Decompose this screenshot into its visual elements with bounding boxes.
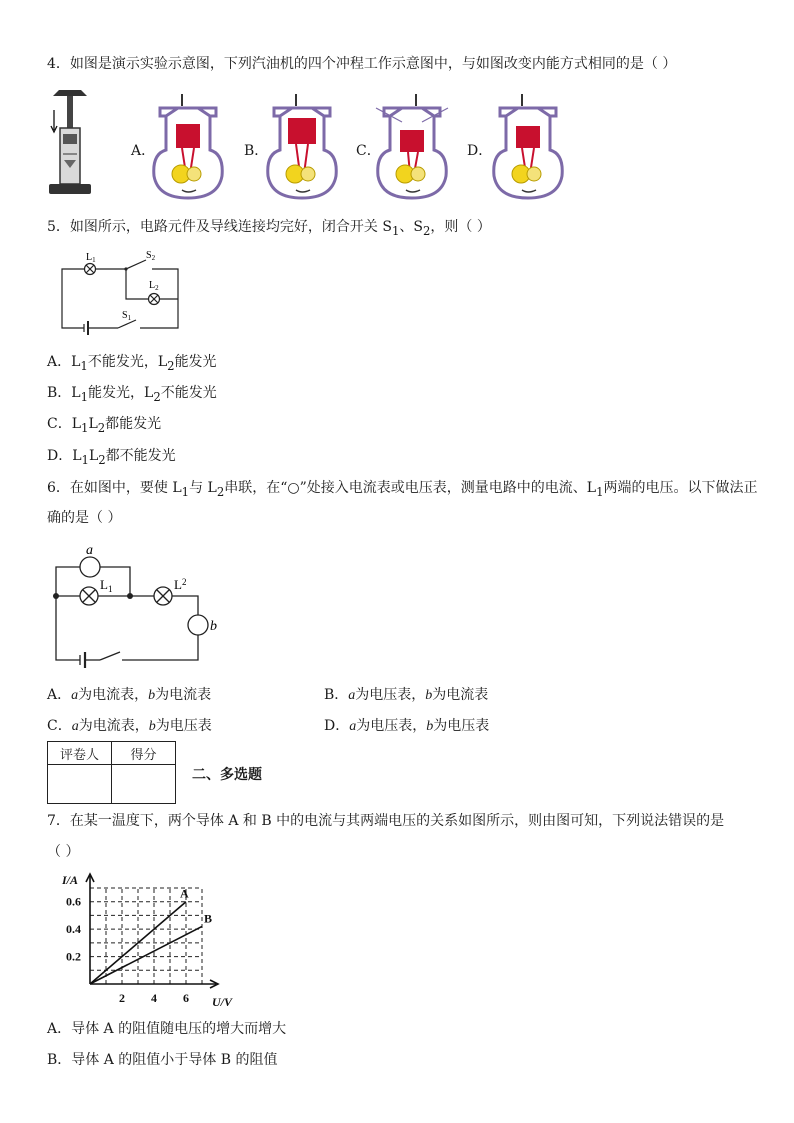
piston-apparatus-figure — [47, 88, 93, 200]
q4-option-b-label: B． — [244, 143, 269, 159]
q7-option-b: B．导体 A 的阻值小于导体 B 的阻值 — [47, 1052, 278, 1068]
q4-option-d-label: D． — [467, 143, 493, 159]
q6-option-b: B．a为电压表，b为电流表 — [324, 687, 489, 703]
q5-s2-label: $S_2$ — [146, 250, 156, 262]
grader-table — [47, 741, 176, 804]
q7-stem-line1: 7．在某一温度下，两个导体 A 和 B 中的电流与其两端电压的关系如图所示，则由图可知，下列说法错误的是 — [47, 813, 725, 829]
grader-col-reviewer: 评卷人 — [48, 742, 112, 765]
series-label-a: A — [180, 886, 189, 901]
x-tick-label: 4 — [151, 991, 157, 1005]
q7-stem-line2: （ ） — [47, 844, 80, 860]
q6-meter-a-label: a — [86, 543, 93, 558]
q5-option-c: C．$L_1L_2$都能发光 — [47, 416, 162, 435]
q6-stem-line1: 6．在如图中，要使 $L_1$与 $L_2$串联，在“○”处接入电流表或电压表，测量电路中的电流、$L_1$两端的电压。以下做法正 — [47, 480, 758, 499]
x-tick-label: 2 — [119, 991, 125, 1005]
q7-option-a: A．导体 A 的阻值随电压的增大而增大 — [47, 1021, 287, 1037]
q4-option-a-label: A． — [131, 143, 156, 159]
q5-option-a: A．$L_1$不能发光，$L_2$能发光 — [47, 354, 217, 373]
series-label-b: B — [204, 911, 213, 926]
y-tick-label: 0.6 — [66, 894, 81, 909]
q4-option-c-label: C． — [356, 143, 381, 159]
y-tick-label: 0.2 — [66, 949, 81, 964]
x-tick-label: 6 — [183, 991, 189, 1005]
q5-l2-label: $L_2$ — [149, 280, 159, 292]
q7-iv-chart — [60, 870, 250, 1008]
q5-option-d: D．$L_1L_2$都不能发光 — [47, 448, 176, 467]
engine-stroke-d-figure — [492, 94, 564, 200]
engine-stroke-b-figure — [266, 94, 338, 200]
q5-s1-label: $S_1$ — [122, 310, 132, 322]
x-axis-label: U/V — [212, 995, 233, 1009]
q6-option-c: C．a为电流表，b为电压表 — [47, 718, 212, 734]
q6-meter-b-label: b — [210, 619, 217, 634]
engine-stroke-a-figure — [152, 94, 224, 200]
q6-l1-label: $L_1$ — [100, 577, 113, 594]
grader-col-score: 得分 — [112, 742, 176, 765]
q6-stem-line2: 确的是（ ） — [47, 510, 122, 526]
q4-stem: 4．如图是演示实验示意图，下列汽油机的四个冲程工作示意图中，与如图改变内能方式相同的是（ ） — [47, 56, 677, 72]
q6-circuit-diagram — [50, 540, 226, 664]
grader-score-cell — [112, 765, 176, 804]
grader-reviewer-cell — [48, 765, 112, 804]
q5-l1-label: $L_1$ — [86, 252, 96, 264]
q6-l2-label: $L^2$ — [174, 577, 187, 592]
section-title: 二、多选题 — [192, 767, 262, 783]
q6-option-a: A．a为电流表，b为电流表 — [47, 687, 212, 703]
y-tick-label: 0.4 — [66, 922, 81, 937]
engine-stroke-c-figure — [376, 94, 448, 200]
y-axis-label: I/A — [62, 873, 79, 887]
q5-circuit-diagram — [56, 248, 186, 334]
q6-option-d: D．a为电压表，b为电压表 — [324, 718, 490, 734]
q5-stem: 5．如图所示，电路元件及导线连接均完好，闭合开关 $S_1$、$S_2$，则（ ） — [47, 219, 491, 238]
q5-option-b: B．$L_1$能发光，$L_2$不能发光 — [47, 385, 217, 404]
